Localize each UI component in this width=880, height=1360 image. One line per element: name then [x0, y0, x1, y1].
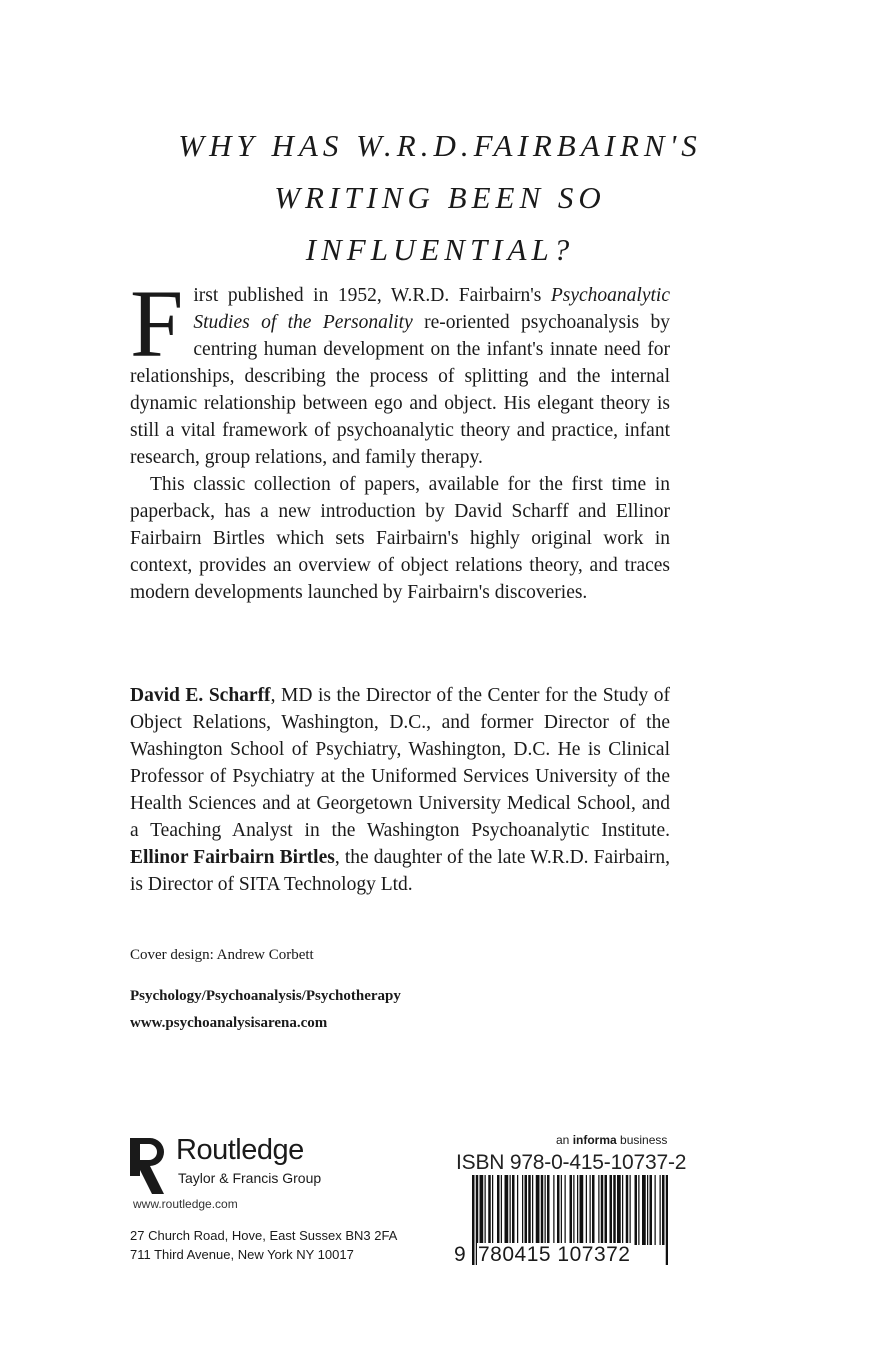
barcode-bar [512, 1175, 515, 1245]
barcode-bar [617, 1175, 621, 1245]
subject-category: Psychology/Psychoanalysis/Psychotherapy [130, 988, 401, 1004]
barcode-bar [565, 1175, 566, 1245]
series-website: www.psychoanalysisarena.com [130, 1015, 328, 1031]
barcode-bar [541, 1175, 544, 1245]
barcode-bar [666, 1175, 668, 1265]
barcode-bar [626, 1175, 629, 1245]
isbn-label: ISBN 978-0-415-10737-2 [456, 1151, 687, 1174]
description-paragraph-2: This classic collection of papers, available for the first time in paperback, has a new introduction by David Scharff and Ellinor Fairbairn Birtles which sets Fairbairn's highly original work in context, provides an overview of object relations theory, and traces modern developments launched by Fairbairn's discoveries. [130, 474, 670, 603]
barcode-bar [605, 1175, 608, 1245]
book-description [130, 270, 670, 606]
barcode-bar [561, 1175, 562, 1245]
barcode-bar [532, 1175, 533, 1245]
publisher-name: Routledge [176, 1134, 304, 1166]
barcode-bar [480, 1175, 484, 1245]
barcode-digits: 780415 107372 [478, 1243, 631, 1266]
author-name-1: David E. Scharff [130, 685, 271, 706]
back-cover-headline [0, 120, 880, 276]
barcode-bar [510, 1175, 511, 1245]
publisher-group: Taylor & Francis Group [178, 1170, 322, 1186]
barcode-bar [610, 1175, 613, 1245]
publisher-address-us: 711 Third Avenue, New York NY 10017 [130, 1247, 354, 1262]
barcode-bar [662, 1175, 665, 1245]
barcode-bar [492, 1175, 493, 1245]
barcode-bar [601, 1175, 604, 1245]
description-paragraph-1 [130, 270, 670, 471]
barcode-bar [517, 1175, 518, 1245]
barcode-bar [642, 1175, 646, 1245]
barcode-bar [650, 1175, 653, 1245]
barcode-bar [622, 1175, 623, 1245]
barcode-bar [497, 1175, 500, 1245]
barcode-bar [472, 1175, 475, 1265]
isbn-barcode [454, 1171, 672, 1269]
barcode-bar [505, 1175, 509, 1245]
author-name-2: Ellinor Fairbairn Birtles [130, 847, 335, 868]
informa-prefix: an [556, 1133, 573, 1147]
barcode-bar [501, 1175, 502, 1245]
informa-suffix: business [616, 1133, 668, 1147]
barcode-bar [557, 1175, 560, 1245]
barcode-bar [586, 1175, 587, 1245]
barcode-bar [655, 1175, 656, 1245]
barcode-bar [598, 1175, 599, 1245]
author-bio [130, 682, 670, 898]
author-bio-text-1: , MD is the Director of the Center for the Study of Object Relations, Washington, D.C., and former Director of the Washington School of Psychiatry, Washington, D.C. He is Clinical Professor of Psychiatry at the Uniformed Services University of the Health Sciences and at Georgetown University Medical School, and a Teaching Analyst in the Washington Psychoanalytic Institute. [130, 685, 671, 841]
routledge-logo-icon [130, 1138, 164, 1198]
barcode-bar [545, 1175, 546, 1245]
headline-line-1: WHY HAS W.R.D.FAIRBAIRN'S [178, 128, 702, 163]
barcode-bar [485, 1175, 486, 1245]
headline-line-2: WRITING BEEN SO [274, 180, 606, 215]
author-bio-text-2: , the daughter of the late W.R.D. Fairbairn, is Director of SITA Technology Ltd. [130, 847, 670, 895]
barcode-bar [525, 1175, 528, 1245]
publisher-address-uk: 27 Church Road, Hove, East Sussex BN3 2FA [130, 1228, 398, 1243]
barcode-first-digit: 9 [454, 1243, 466, 1266]
barcode-bar [635, 1175, 638, 1245]
drop-cap: F [130, 270, 184, 377]
barcode-bar [638, 1175, 639, 1245]
cover-design-credit: Cover design: Andrew Corbett [130, 947, 314, 963]
barcode-bar [660, 1175, 661, 1245]
publisher-url: www.routledge.com [133, 1197, 238, 1211]
barcode-bar [553, 1175, 554, 1245]
barcode-bar [630, 1175, 631, 1245]
description-text-b: re-oriented psychoanalysis by centring human development on the infant's innate need for relationships, describing the process of splitting and the internal dynamic relationship between ego and object. His elegant theory is still a vital framework of psychoanalytic theory and practice, infant research, group relations, and family therapy. [130, 312, 670, 468]
barcode-bar [536, 1175, 540, 1245]
barcode-bar [522, 1175, 523, 1245]
barcode-bar [577, 1175, 578, 1245]
barcode-bar [488, 1175, 491, 1245]
informa-tagline [556, 1133, 667, 1147]
barcode-bar [528, 1175, 531, 1245]
informa-brand: informa [572, 1133, 617, 1147]
barcode-bar [547, 1175, 550, 1245]
barcode-bar [647, 1175, 648, 1245]
barcode-bar [573, 1175, 574, 1245]
barcode-bar [592, 1175, 595, 1245]
book-title-italic: Psychoanalytic Studies of the Personality [193, 285, 670, 333]
barcode-bar [590, 1175, 591, 1245]
description-text-a: irst published in 1952, W.R.D. Fairbairn's [193, 285, 551, 306]
headline-line-3: INFLUENTIAL? [305, 232, 575, 267]
barcode-bar [613, 1175, 616, 1245]
barcode-bar [580, 1175, 584, 1245]
